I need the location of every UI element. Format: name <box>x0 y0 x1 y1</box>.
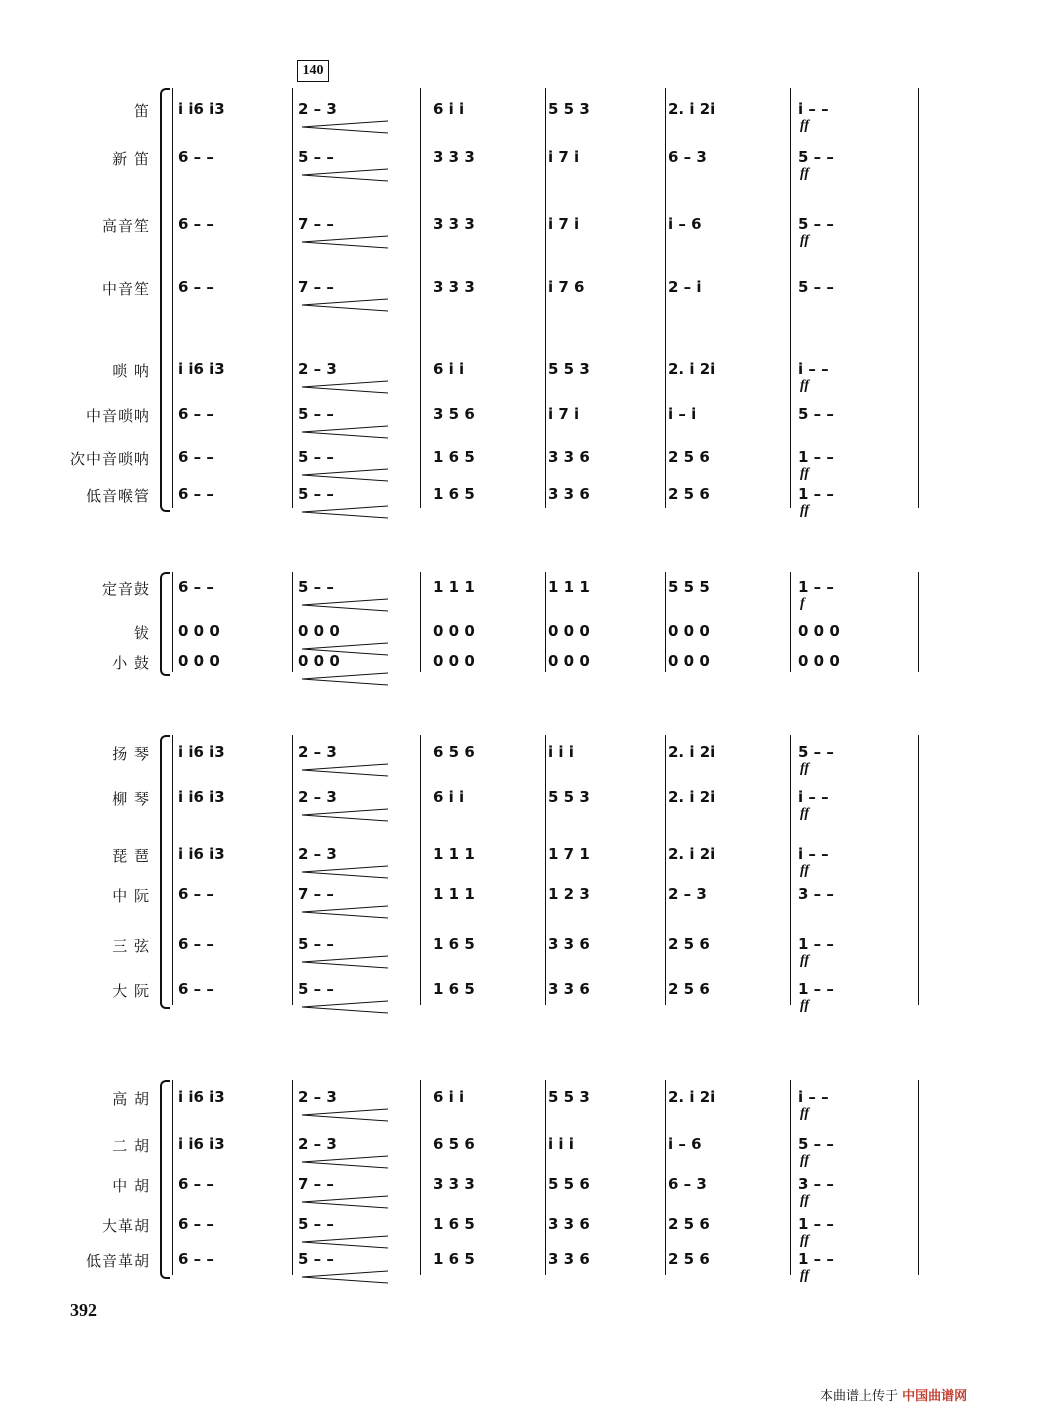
rehearsal-mark: 140 <box>297 60 329 82</box>
measure: 5 – – <box>298 485 334 503</box>
barline <box>665 1080 666 1275</box>
measure: 2 5 6 <box>668 1250 710 1268</box>
measure: 6 – – <box>178 1175 214 1193</box>
dynamic-marking: ff <box>800 1106 810 1121</box>
measure: 3 3 6 <box>548 485 590 503</box>
measure: 3 3 3 <box>433 1175 475 1193</box>
crescendo-hairpin <box>300 1195 390 1209</box>
measure: 1 6 5 <box>433 1215 475 1233</box>
measure: 2 5 6 <box>668 485 710 503</box>
measure: 2. i 2i <box>668 743 716 761</box>
measure: 3 3 3 <box>433 148 475 166</box>
measure: 1 – – <box>798 935 834 953</box>
measure: 5 – – <box>298 1250 334 1268</box>
measure: i – 6 <box>668 1135 702 1153</box>
measure: 0 0 0 <box>433 652 475 670</box>
measure: 6 i i <box>433 788 465 806</box>
crescendo-hairpin <box>300 1235 390 1249</box>
measure: 1 6 5 <box>433 1250 475 1268</box>
instrument-name: 中音唢呐 <box>85 407 150 425</box>
measure: 6 – – <box>178 1215 214 1233</box>
instrument-name: 大革胡 <box>101 1217 150 1235</box>
instrument-name: 小 鼓 <box>112 654 150 672</box>
dynamic-marking: ff <box>800 1193 810 1208</box>
instrument-name: 新 笛 <box>112 150 150 168</box>
instrument-name: 琵 琶 <box>112 847 150 865</box>
plucked-brace <box>160 735 170 1009</box>
crescendo-hairpin <box>300 865 390 879</box>
dynamic-marking: ff <box>800 118 810 133</box>
instrument-name: 笛 <box>133 102 150 120</box>
footer <box>820 1385 967 1404</box>
measure: 1 6 5 <box>433 485 475 503</box>
measure: 0 0 0 <box>668 652 710 670</box>
measure: i – – <box>798 100 829 118</box>
measure: i i i <box>548 743 574 761</box>
measure: 2. i 2i <box>668 100 716 118</box>
measure: 6 – – <box>178 578 214 596</box>
measure: 6 5 6 <box>433 743 475 761</box>
measure: 6 – – <box>178 935 214 953</box>
measure: 6 – – <box>178 448 214 466</box>
percussion-brace <box>160 572 170 676</box>
barline <box>918 735 919 1005</box>
measure: 3 3 6 <box>548 1250 590 1268</box>
barline <box>292 88 293 508</box>
measure: 0 0 0 <box>798 622 840 640</box>
measure: 2 5 6 <box>668 1215 710 1233</box>
measure: 7 – – <box>298 278 334 296</box>
instrument-name: 中 胡 <box>112 1177 150 1195</box>
measure: 1 6 5 <box>433 935 475 953</box>
measure: 5 5 3 <box>548 788 590 806</box>
measure: 3 3 6 <box>548 448 590 466</box>
measure: 6 i i <box>433 100 465 118</box>
measure: i 7 i <box>548 215 580 233</box>
barline <box>918 1080 919 1275</box>
instrument-name: 高 胡 <box>112 1090 150 1108</box>
measure: 6 – – <box>178 405 214 423</box>
crescendo-hairpin <box>300 1108 390 1122</box>
measure: i i6 i3 <box>178 360 225 378</box>
crescendo-hairpin <box>300 763 390 777</box>
barline <box>172 735 173 1005</box>
measure: 2 5 6 <box>668 935 710 953</box>
crescendo-hairpin <box>300 235 390 249</box>
measure: 6 i i <box>433 360 465 378</box>
instrument-name: 中音笙 <box>101 280 150 298</box>
dynamic-marking: ff <box>800 806 810 821</box>
barline <box>790 735 791 1005</box>
barline <box>420 88 421 508</box>
crescendo-hairpin <box>300 1155 390 1169</box>
measure: 5 – – <box>798 278 834 296</box>
dynamic-marking: ff <box>800 1268 810 1283</box>
measure: i – – <box>798 360 829 378</box>
page-number: 392 <box>70 1300 97 1320</box>
barline <box>790 88 791 508</box>
measure: 1 1 1 <box>548 578 590 596</box>
measure: i 7 i <box>548 148 580 166</box>
measure: 5 5 6 <box>548 1175 590 1193</box>
barline <box>790 572 791 672</box>
footer-logo: 中国曲谱网 <box>902 1389 968 1404</box>
instrument-name: 低音革胡 <box>85 1252 150 1270</box>
dynamic-marking: ff <box>800 863 810 878</box>
bowed-brace <box>160 1080 170 1279</box>
measure: 3 – – <box>798 1175 834 1193</box>
dynamic-marking: ff <box>800 1153 810 1168</box>
measure: 5 – – <box>798 743 834 761</box>
crescendo-hairpin <box>300 1000 390 1014</box>
crescendo-hairpin <box>300 1270 390 1284</box>
measure: i 7 i <box>548 405 580 423</box>
measure: i i6 i3 <box>178 1135 225 1153</box>
measure: i – – <box>798 845 829 863</box>
measure: 1 – – <box>798 1250 834 1268</box>
measure: i – – <box>798 1088 829 1106</box>
dynamic-marking: ff <box>800 466 810 481</box>
measure: 5 – – <box>298 578 334 596</box>
crescendo-hairpin <box>300 168 390 182</box>
instrument-name: 钹 <box>133 624 150 642</box>
measure: 0 0 0 <box>798 652 840 670</box>
barline <box>918 88 919 508</box>
measure: 6 i i <box>433 1088 465 1106</box>
measure: 3 5 6 <box>433 405 475 423</box>
measure: 1 6 5 <box>433 980 475 998</box>
instrument-name: 扬 琴 <box>112 745 150 763</box>
dynamic-marking: f <box>800 596 805 611</box>
measure: 1 – – <box>798 578 834 596</box>
crescendo-hairpin <box>300 808 390 822</box>
measure: 2 – 3 <box>298 360 337 378</box>
crescendo-hairpin <box>300 505 390 519</box>
barline <box>420 735 421 1005</box>
dynamic-marking: ff <box>800 1233 810 1248</box>
measure: 5 5 3 <box>548 100 590 118</box>
measure: 5 – – <box>798 405 834 423</box>
measure: 3 3 6 <box>548 1215 590 1233</box>
measure: 2 – 3 <box>298 1135 337 1153</box>
measure: 5 – – <box>298 1215 334 1233</box>
measure: 1 – – <box>798 980 834 998</box>
barline <box>545 88 546 508</box>
measure: i – – <box>798 788 829 806</box>
measure: 0 0 0 <box>178 622 220 640</box>
crescendo-hairpin <box>300 425 390 439</box>
instrument-name: 低音喉管 <box>85 487 150 505</box>
measure: 3 3 6 <box>548 980 590 998</box>
measure: 2 – i <box>668 278 702 296</box>
measure: i i6 i3 <box>178 100 225 118</box>
measure: 0 0 0 <box>433 622 475 640</box>
barline <box>172 1080 173 1275</box>
crescendo-hairpin <box>300 905 390 919</box>
measure: i 7 6 <box>548 278 585 296</box>
crescendo-hairpin <box>300 955 390 969</box>
measure: 5 5 3 <box>548 360 590 378</box>
measure: 6 – – <box>178 885 214 903</box>
measure: 2 5 6 <box>668 980 710 998</box>
crescendo-hairpin <box>300 380 390 394</box>
dynamic-marking: ff <box>800 233 810 248</box>
measure: 1 1 1 <box>433 578 475 596</box>
measure: 0 0 0 <box>668 622 710 640</box>
measure: 1 1 1 <box>433 885 475 903</box>
measure: 7 – – <box>298 215 334 233</box>
instrument-name: 中 阮 <box>112 887 150 905</box>
measure: 5 – – <box>298 448 334 466</box>
measure: 3 3 3 <box>433 215 475 233</box>
measure: 0 0 0 <box>298 622 340 640</box>
measure: 5 – – <box>298 405 334 423</box>
instrument-name: 柳 琴 <box>112 790 150 808</box>
measure: 0 0 0 <box>548 652 590 670</box>
barline <box>790 1080 791 1275</box>
barline <box>172 88 173 508</box>
measure: 5 – – <box>298 935 334 953</box>
crescendo-hairpin <box>300 120 390 134</box>
crescendo-hairpin <box>300 298 390 312</box>
measure: 6 – 3 <box>668 1175 707 1193</box>
barline <box>292 572 293 672</box>
instrument-name: 高音笙 <box>101 217 150 235</box>
measure: 5 – – <box>298 148 334 166</box>
woodwind-brace <box>160 88 170 512</box>
measure: 5 – – <box>298 980 334 998</box>
barline <box>420 572 421 672</box>
measure: 1 – – <box>798 1215 834 1233</box>
measure: i i6 i3 <box>178 845 225 863</box>
measure: 6 – – <box>178 148 214 166</box>
barline <box>545 572 546 672</box>
dynamic-marking: ff <box>800 761 810 776</box>
measure: 5 5 3 <box>548 1088 590 1106</box>
barline <box>292 735 293 1005</box>
measure: i – 6 <box>668 215 702 233</box>
measure: 6 – – <box>178 1250 214 1268</box>
measure: 2. i 2i <box>668 1088 716 1106</box>
measure: 3 3 6 <box>548 935 590 953</box>
barline <box>172 572 173 672</box>
measure: 2. i 2i <box>668 845 716 863</box>
measure: 5 – – <box>798 215 834 233</box>
measure: 1 6 5 <box>433 448 475 466</box>
measure: 5 5 5 <box>668 578 710 596</box>
measure: 1 7 1 <box>548 845 590 863</box>
measure: 1 2 3 <box>548 885 590 903</box>
dynamic-marking: ff <box>800 503 810 518</box>
barline <box>545 735 546 1005</box>
instrument-name: 定音鼓 <box>101 580 150 598</box>
measure: 1 1 1 <box>433 845 475 863</box>
measure: 7 – – <box>298 885 334 903</box>
measure: 3 – – <box>798 885 834 903</box>
measure: 2 – 3 <box>298 845 337 863</box>
measure: 2 – 3 <box>298 788 337 806</box>
measure: i i6 i3 <box>178 788 225 806</box>
measure: 2. i 2i <box>668 360 716 378</box>
measure: 0 0 0 <box>548 622 590 640</box>
barline <box>918 572 919 672</box>
measure: 2 – 3 <box>668 885 707 903</box>
crescendo-hairpin <box>300 598 390 612</box>
barline <box>665 88 666 508</box>
measure: 5 – – <box>798 148 834 166</box>
measure: 2 – 3 <box>298 100 337 118</box>
measure: 3 3 3 <box>433 278 475 296</box>
barline <box>665 572 666 672</box>
barline <box>545 1080 546 1275</box>
dynamic-marking: ff <box>800 378 810 393</box>
measure: 2 – 3 <box>298 743 337 761</box>
measure: 6 – – <box>178 485 214 503</box>
dynamic-marking: ff <box>800 998 810 1013</box>
instrument-name: 二 胡 <box>112 1137 150 1155</box>
measure: 2 – 3 <box>298 1088 337 1106</box>
measure: 6 – – <box>178 215 214 233</box>
measure: 1 – – <box>798 485 834 503</box>
instrument-name: 大 阮 <box>112 982 150 1000</box>
footer-text: 本曲谱上传于 <box>820 1389 899 1404</box>
measure: 2 5 6 <box>668 448 710 466</box>
dynamic-marking: ff <box>800 166 810 181</box>
instrument-name: 次中音唢呐 <box>69 450 150 468</box>
measure: 1 – – <box>798 448 834 466</box>
barline <box>420 1080 421 1275</box>
crescendo-hairpin <box>300 468 390 482</box>
measure: 2. i 2i <box>668 788 716 806</box>
measure: i i6 i3 <box>178 1088 225 1106</box>
crescendo-hairpin <box>300 642 390 656</box>
barline <box>292 1080 293 1275</box>
measure: 6 – 3 <box>668 148 707 166</box>
measure: 6 – – <box>178 980 214 998</box>
measure: 6 – – <box>178 278 214 296</box>
instrument-name: 三 弦 <box>112 937 150 955</box>
measure: 0 0 0 <box>298 652 340 670</box>
measure: 7 – – <box>298 1175 334 1193</box>
measure: i i i <box>548 1135 574 1153</box>
dynamic-marking: ff <box>800 953 810 968</box>
measure: 0 0 0 <box>178 652 220 670</box>
barline <box>665 735 666 1005</box>
instrument-name: 唢 呐 <box>112 362 150 380</box>
measure: i i6 i3 <box>178 743 225 761</box>
crescendo-hairpin <box>300 672 390 686</box>
measure: 5 – – <box>798 1135 834 1153</box>
measure: 6 5 6 <box>433 1135 475 1153</box>
measure: i – i <box>668 405 697 423</box>
